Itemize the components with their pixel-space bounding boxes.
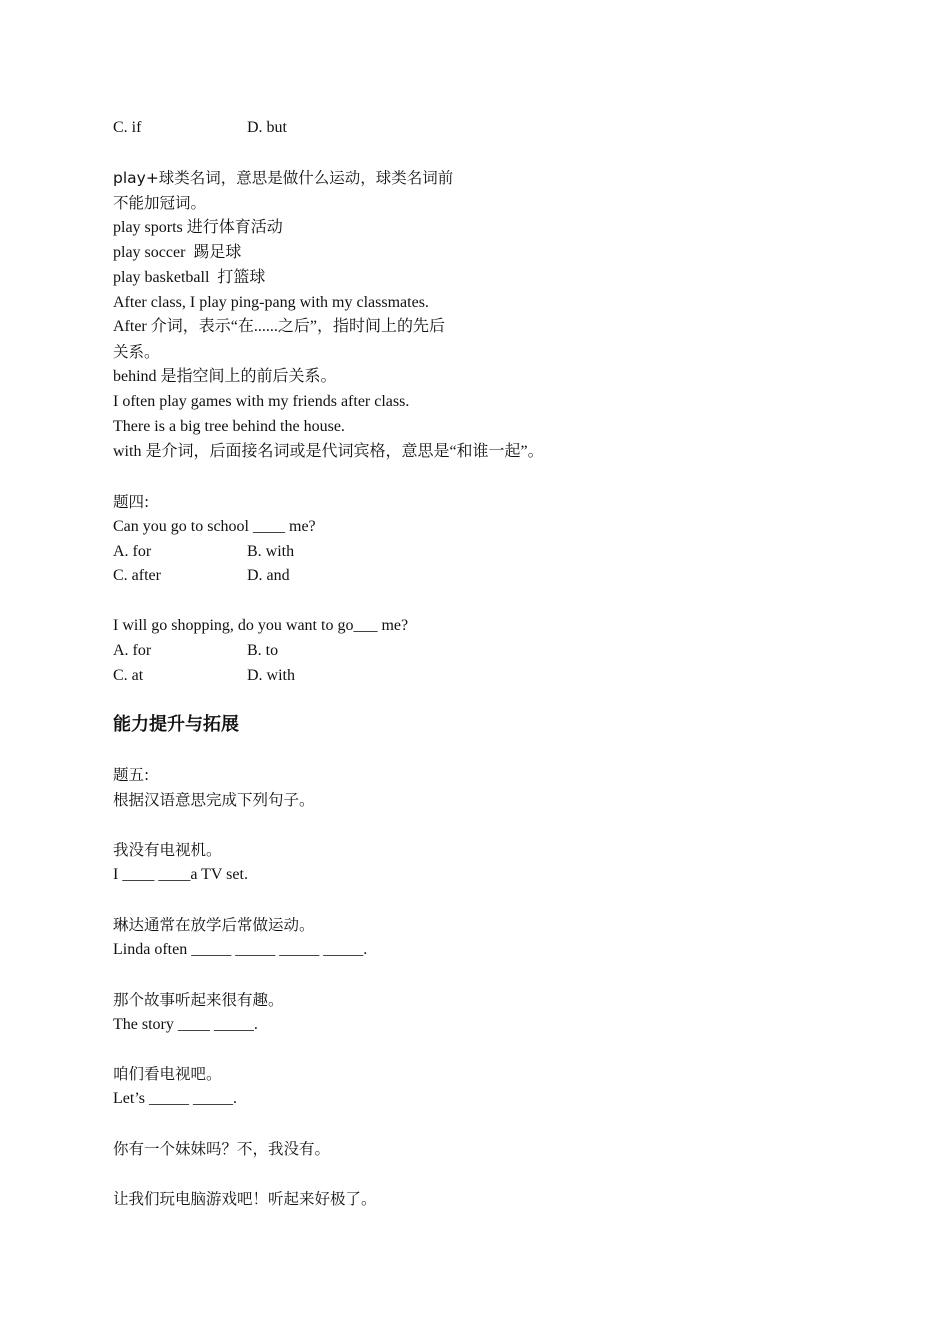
note-example-tree: There is a big tree behind the house. [113, 418, 345, 435]
q4-sentence-2: I will go shopping, do you want to go___ me? [113, 617, 409, 634]
note-with-rule: with 是介词，后面接名词或是代词宾格，意思是“和谁一起”。 [113, 443, 544, 460]
q5-item6-chinese: 让我们玩电脑游戏吧！听起来好极了。 [113, 1190, 377, 1208]
q4-s2-option-b: B. to [247, 642, 279, 659]
q3-option-d: D. but [247, 119, 287, 136]
q4-sentence-1: Can you go to school ____ me? [113, 518, 316, 535]
note-after-rule-2: 关系。 [113, 343, 160, 361]
q5-item2-english: Linda often _____ _____ _____ _____. [113, 941, 368, 958]
q4-s2-option-d: D. with [247, 667, 295, 684]
section-heading: 能力提升与拓展 [113, 714, 239, 735]
q4-s1-option-b: B. with [247, 543, 295, 560]
note-play-soccer: play soccer 踢足球 [113, 244, 242, 261]
q4-title: 题四: [113, 493, 150, 511]
note-play-basketball: play basketball 打篮球 [113, 269, 266, 286]
q4-s1-option-d: D. and [247, 567, 290, 584]
q5-title: 题五: [113, 766, 150, 784]
q5-item1-chinese: 我没有电视机。 [113, 841, 222, 859]
note-play-rule-2: 不能加冠词。 [113, 194, 207, 212]
note-behind-rule: behind 是指空间上的前后关系。 [113, 368, 337, 385]
q4-s1-option-c: C. after [113, 567, 161, 584]
note-after-example: After class, I play ping-pang with my classmates. [113, 294, 429, 311]
note-play-rule-1: play+球类名词，意思是做什么运动，球类名词前 [113, 169, 454, 187]
q5-item3-chinese: 那个故事听起来很有趣。 [113, 991, 284, 1009]
q5-item3-english: The story ____ _____. [113, 1016, 258, 1033]
q5-item1-english: I ____ ____a TV set. [113, 866, 248, 883]
q4-s2-option-c: C. at [113, 667, 144, 684]
q5-item5-chinese: 你有一个妹妹吗？不，我没有。 [113, 1140, 331, 1158]
note-example-games: I often play games with my friends after class. [113, 393, 410, 410]
q3-option-c: C. if [113, 119, 142, 136]
note-play-sports: play sports 进行体育活动 [113, 219, 283, 236]
q4-s2-option-a: A. for [113, 642, 152, 659]
note-after-rule-1: After 介词，表示“在......之后”，指时间上的先后 [113, 318, 445, 335]
q5-item4-english: Let’s _____ _____. [113, 1090, 237, 1107]
q5-item2-chinese: 琳达通常在放学后常做运动。 [113, 916, 315, 934]
q4-s1-option-a: A. for [113, 543, 152, 560]
q5-item4-chinese: 咱们看电视吧。 [113, 1065, 222, 1083]
q5-instruction: 根据汉语意思完成下列句子。 [113, 791, 315, 809]
